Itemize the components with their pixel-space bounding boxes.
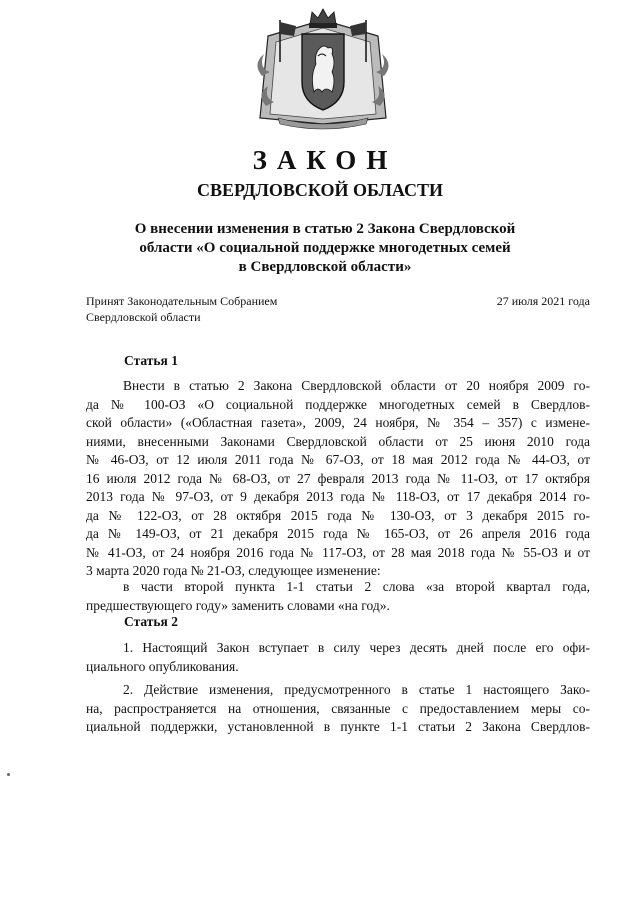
text-line: циальной поддержки, установленной в пункте 1-1 статьи 2 Закона Свердлов- [86, 719, 590, 734]
scan-speck [7, 773, 10, 776]
adoption-date: 27 июля 2021 года [496, 294, 590, 308]
adopted-by-line: Свердловской области [86, 310, 201, 324]
law-title: ЗАКОН [252, 145, 398, 175]
text-line: на, распространяется на отношения, связанные с предоставлением меры со- [86, 700, 590, 716]
text-line: да № 100-ОЗ «О социальной поддержке многодетных семей в Свердлов- [86, 396, 590, 412]
region-title: СВЕРДЛОВСКОЙ ОБЛАСТИ [197, 180, 443, 200]
adopted-by [86, 293, 277, 325]
article-2-heading: Статья 2 [124, 614, 178, 629]
coat-of-arms-icon [248, 6, 398, 130]
text-line: в части второй пункта 1-1 статьи 2 слова «за второй квартал года, [123, 579, 590, 594]
text-line: № 41-ОЗ, от 24 ноября 2016 года № 117-ОЗ, от 28 мая 2018 года № 55-ОЗ и от [86, 544, 590, 560]
text-line: № 46-ОЗ, от 12 июля 2011 года № 67-ОЗ, от 18 мая 2012 года № 44-ОЗ, от [86, 452, 590, 467]
article-1-heading: Статья 1 [124, 353, 178, 368]
law-subject [80, 220, 570, 277]
text-line: предшествующего году» заменить словами «на год». [86, 597, 390, 613]
text-line: 2013 года № 97-ОЗ, от 9 декабря 2013 года № 118-ОЗ, от 17 декабря 2014 го- [86, 489, 590, 504]
text-line: 3 марта 2020 года № 21-ОЗ, следующее изменение: [86, 563, 381, 578]
text-line: 16 июля 2012 года № 68-ОЗ, от 27 февраля 2013 года № 11-ОЗ, от 17 октября [86, 470, 590, 486]
article-1-paragraph-1 [86, 377, 590, 581]
text-line: циального опубликования. [86, 658, 239, 674]
text-line: 1. Настоящий Закон вступает в силу через десять дней после его офи- [123, 640, 590, 655]
text-line: да № 122-ОЗ, от 28 октября 2015 года № 130-ОЗ, от 3 декабря 2015 го- [86, 507, 590, 523]
adopted-by-line: Принят Законодательным Собранием [86, 294, 278, 308]
law-subject-line: области «О социальной поддержке многодетных семей [139, 240, 511, 256]
text-line: ской области» («Областная газета», 2009, 24 ноября, № 354 – 357) с измене- [86, 415, 590, 430]
text-line: 2. Действие изменения, предусмотренного в статье 1 настоящего Зако- [123, 682, 590, 697]
article-2-paragraph-1 [86, 639, 590, 676]
text-line: Внести в статью 2 Закона Свердловской области от 20 ноября 2009 го- [123, 378, 590, 393]
article-1-paragraph-2 [86, 578, 590, 615]
law-subject-line: в Свердловской области» [238, 259, 412, 275]
text-line: ниями, внесенными Законами Свердловской области от 25 июня 2010 года [86, 433, 590, 449]
article-2-paragraph-2 [86, 681, 590, 737]
text-line: да № 149-ОЗ, от 21 декабря 2015 года № 165-ОЗ, от 26 апреля 2016 года [86, 526, 590, 541]
law-subject-line: О внесении изменения в статью 2 Закона Свердловской [134, 221, 516, 237]
